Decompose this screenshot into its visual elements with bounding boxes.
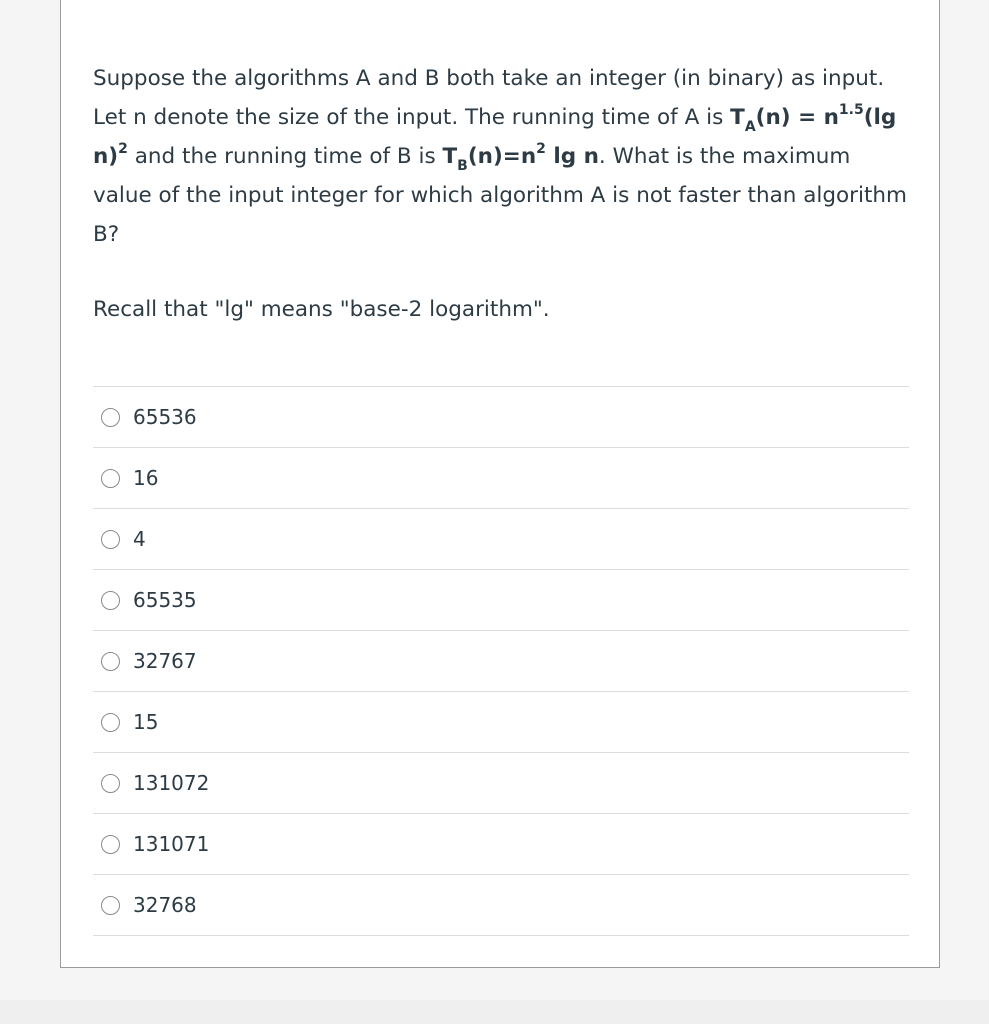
answer-option[interactable] bbox=[93, 875, 909, 936]
radio-button-icon[interactable] bbox=[101, 652, 120, 671]
ta-t: T bbox=[730, 105, 745, 130]
answer-option[interactable] bbox=[93, 753, 909, 814]
answer-label[interactable]: 65536 bbox=[133, 405, 197, 429]
ta-sub: A bbox=[744, 119, 756, 136]
radio-button-icon[interactable] bbox=[101, 835, 120, 854]
answer-label[interactable]: 32767 bbox=[133, 649, 197, 673]
tb-mid: (n)=n bbox=[467, 144, 537, 169]
ta-sup2: 2 bbox=[118, 140, 128, 157]
ta-end: (lg n) bbox=[93, 105, 897, 169]
answer-list bbox=[93, 386, 909, 936]
question-card bbox=[60, 0, 940, 968]
answer-label[interactable]: 16 bbox=[133, 466, 159, 490]
answer-label[interactable]: 15 bbox=[133, 710, 159, 734]
tb-t: T bbox=[442, 144, 458, 169]
answer-label[interactable]: 4 bbox=[133, 527, 146, 551]
tb-sup: 2 bbox=[536, 140, 546, 157]
answer-option[interactable] bbox=[93, 570, 909, 631]
answer-label[interactable]: 65535 bbox=[133, 588, 197, 612]
tb-formula bbox=[442, 140, 599, 175]
recall-note: Recall that "lg" means "base-2 logarithm". bbox=[93, 297, 550, 322]
answer-option[interactable] bbox=[93, 631, 909, 692]
radio-button-icon[interactable] bbox=[101, 896, 120, 915]
answer-label[interactable]: 131071 bbox=[133, 832, 210, 856]
answer-option[interactable] bbox=[93, 387, 909, 448]
ta-mid: (n) = n bbox=[755, 105, 839, 130]
radio-button-icon[interactable] bbox=[101, 530, 120, 549]
tb-end: lg n bbox=[545, 144, 599, 169]
tb-sub: B bbox=[457, 158, 468, 175]
answer-label[interactable]: 131072 bbox=[133, 771, 210, 795]
radio-button-icon[interactable] bbox=[101, 591, 120, 610]
bottom-strip bbox=[0, 1000, 989, 1024]
radio-button-icon[interactable] bbox=[101, 469, 120, 488]
question-part-1: Suppose the algorithms A and B both take an integer (in binary) as input. Let n denote the size of the input. The running time of A is bbox=[93, 66, 885, 130]
answer-option[interactable] bbox=[93, 814, 909, 875]
radio-button-icon[interactable] bbox=[101, 713, 120, 732]
question-part-2: and the running time of B is bbox=[127, 144, 443, 169]
radio-button-icon[interactable] bbox=[101, 774, 120, 793]
radio-button-icon[interactable] bbox=[101, 408, 120, 427]
answer-option[interactable] bbox=[93, 692, 909, 753]
answer-option[interactable] bbox=[93, 509, 909, 570]
answer-label[interactable]: 32768 bbox=[133, 893, 197, 917]
question-text bbox=[93, 59, 911, 254]
question-part-3: . What is the maximum value of the input integer for which algorithm A is not faster than algorithm B? bbox=[93, 144, 907, 247]
ta-sup: 1.5 bbox=[838, 101, 864, 118]
answer-option[interactable] bbox=[93, 448, 909, 509]
